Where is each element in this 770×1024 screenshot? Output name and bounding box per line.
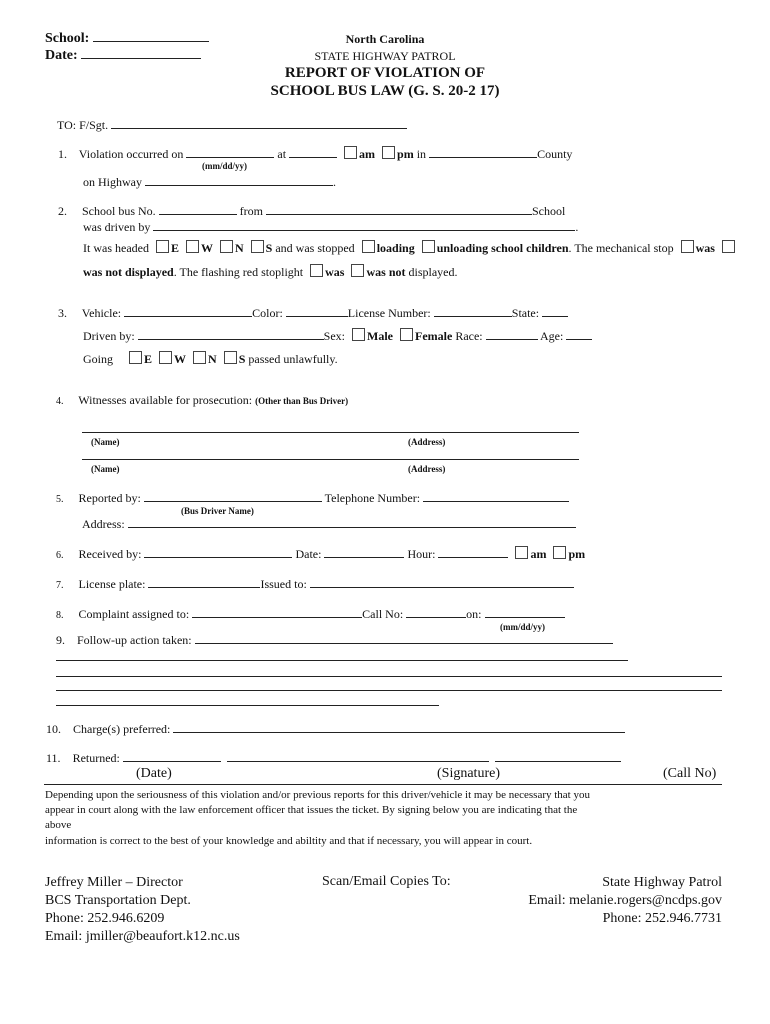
stoplight-row [83, 264, 458, 280]
color-label: Color: [252, 306, 283, 320]
school-label: School [532, 204, 566, 218]
west-label: W [174, 352, 187, 366]
signature-caption: (Signature) [437, 766, 500, 781]
received-by-label: Received by: [78, 547, 142, 561]
date-label: Date: [295, 547, 322, 561]
was-not-displayed-label: was not displayed [83, 265, 174, 279]
reported-by-label: Reported by: [78, 491, 141, 505]
footer-left [45, 874, 240, 946]
witnesses-label: Witnesses available for prosecution: [78, 393, 253, 407]
driven-by2-row [83, 328, 592, 344]
issued-to-label: Issued to: [260, 577, 307, 591]
going-label: Going [83, 352, 113, 366]
state-name: North Carolina [345, 32, 425, 46]
vehicle-input[interactable] [124, 305, 252, 317]
item-number: 1. [58, 147, 67, 161]
patrol-phone: Phone: 252.946.7731 [602, 911, 722, 926]
telephone-label: Telephone Number: [324, 491, 421, 505]
to-field[interactable] [57, 117, 407, 133]
patrol-name: State Highway Patrol [602, 875, 722, 890]
disclaimer-line3: above [45, 819, 72, 831]
was-label: was [695, 241, 715, 255]
mech-was-checkbox[interactable] [681, 240, 694, 253]
item-11-row [46, 750, 621, 766]
stoplight-was-checkbox[interactable] [310, 264, 323, 277]
unloading-label: unloading school children [436, 241, 569, 255]
pm-label: pm [397, 147, 414, 161]
item-number: 7. [56, 580, 64, 591]
item-5-row [56, 490, 569, 506]
sex-label: Sex: [323, 329, 345, 343]
pm-label: pm [568, 547, 586, 561]
item-6-row [56, 546, 585, 562]
highway-field[interactable] [83, 174, 336, 190]
loading-label: loading [376, 241, 415, 255]
headed-label: It was headed [83, 241, 149, 255]
item-number: 11. [46, 751, 61, 765]
state-input[interactable] [542, 305, 568, 317]
address-caption: (Address) [408, 437, 446, 447]
going-east-checkbox[interactable] [129, 351, 142, 364]
name-caption: (Name) [91, 437, 120, 447]
item-number: 6. [56, 550, 64, 561]
pm-checkbox[interactable] [382, 146, 395, 159]
followup-line-3[interactable] [56, 676, 722, 677]
age-label: Age: [539, 329, 564, 343]
followup-line-5[interactable] [56, 705, 439, 706]
item-number: 5. [56, 494, 64, 505]
reported-by-input[interactable] [144, 490, 322, 502]
north-label: N [208, 352, 217, 366]
item-number: 9. [56, 633, 65, 647]
violation-date-input[interactable] [186, 146, 274, 158]
item-10-row [46, 721, 625, 737]
followup-line-2[interactable] [56, 660, 628, 661]
witness-2-line[interactable] [82, 459, 579, 460]
race-label: Race: [455, 329, 483, 343]
patrol-email[interactable]: Email: melanie.rogers@ncdps.gov [528, 893, 722, 908]
race-input[interactable] [486, 328, 538, 340]
address-label: Address: [82, 517, 125, 531]
received-date-input[interactable] [324, 546, 404, 558]
returned-date-input[interactable] [123, 750, 221, 762]
going-north-checkbox[interactable] [193, 351, 206, 364]
county-input[interactable] [429, 146, 537, 158]
driven-by2-label: Driven by: [83, 329, 135, 343]
county-label: County [537, 147, 573, 161]
other-than-hint: (Other than Bus Driver) [255, 396, 349, 406]
south-label: S [265, 241, 273, 255]
hour-label: Hour: [407, 547, 436, 561]
vehicle-label: Vehicle: [81, 306, 122, 320]
agency-name: STATE HIGHWAY PATROL [314, 49, 456, 63]
call-no-label: Call No: [362, 607, 404, 621]
going-west-checkbox[interactable] [159, 351, 172, 364]
item-number: 8. [56, 610, 64, 621]
north-checkbox[interactable] [220, 240, 233, 253]
at-label: at [277, 147, 287, 161]
followup-line-4[interactable] [56, 690, 722, 691]
license-number-input[interactable] [434, 305, 512, 317]
am-checkbox[interactable] [344, 146, 357, 159]
followup-label: Follow-up action taken: [77, 633, 192, 647]
director-phone: Phone: 252.946.6209 [45, 911, 165, 926]
bus-no-label: School bus No. [82, 204, 156, 218]
in-label: in [416, 147, 427, 161]
east-checkbox[interactable] [156, 240, 169, 253]
complaint-input[interactable] [192, 606, 362, 618]
from-school-input[interactable] [266, 203, 532, 215]
stopped-label: and was stopped [275, 241, 355, 255]
school-label: School: [45, 31, 90, 46]
east-label: E [144, 352, 153, 366]
going-row [83, 351, 338, 367]
south-label: S [238, 352, 246, 366]
was-label: was [325, 265, 345, 279]
call-no-caption: (Call No) [663, 766, 717, 781]
bus-no-input[interactable] [159, 203, 237, 215]
driven-by-label: was driven by [83, 220, 151, 234]
bus-driver-name-caption: (Bus Driver Name) [181, 506, 254, 516]
on-date-input[interactable] [485, 606, 565, 618]
was-not-label: was not [366, 265, 406, 279]
am-checkbox[interactable] [515, 546, 528, 559]
item-3-row [58, 305, 568, 321]
south-checkbox[interactable] [251, 240, 264, 253]
to-label: TO: F/Sgt. [57, 118, 109, 132]
item-8-row [56, 606, 565, 622]
color-input[interactable] [286, 305, 348, 317]
director-email[interactable]: Email: jmiller@beaufort.k12.nc.us [45, 929, 240, 944]
driven-by-field[interactable] [83, 219, 578, 235]
disclaimer-line2: appear in court along with the law enforcement officer that issues the ticket. By signing below you are indicating that the [45, 804, 578, 816]
scan-email-label: Scan/Email Copies To: [322, 874, 451, 889]
name-caption: (Name) [91, 464, 120, 474]
on-label: on: [466, 607, 482, 621]
telephone-input[interactable] [423, 490, 569, 502]
date-caption: (Date) [136, 766, 172, 781]
license-plate-label: License plate: [78, 577, 146, 591]
stoplight-was-not-checkbox[interactable] [351, 264, 364, 277]
signature-input[interactable] [227, 750, 489, 762]
unloading-checkbox[interactable] [422, 240, 435, 253]
state-label: State: [511, 306, 540, 320]
department: BCS Transportation Dept. [45, 893, 191, 908]
item-9-row [56, 632, 613, 648]
mech-stop-label: . The mechanical stop [568, 241, 674, 255]
age-input[interactable] [566, 328, 592, 340]
going-south-checkbox[interactable] [224, 351, 237, 364]
disclaimer-line4: information is correct to the best of your knowledge and abiltity and that if necessary, you will appear in court. [45, 835, 533, 847]
mech-was-not-checkbox[interactable] [722, 240, 735, 253]
report-title-line1: REPORT OF VIOLATION OF [284, 65, 486, 81]
item-7-row [56, 576, 574, 592]
date-format-hint: (mm/dd/yy) [500, 622, 545, 632]
headed-row [83, 240, 737, 256]
am-label: am [530, 547, 547, 561]
pm-checkbox[interactable] [553, 546, 566, 559]
male-checkbox[interactable] [352, 328, 365, 341]
female-checkbox[interactable] [400, 328, 413, 341]
footer-right [528, 874, 722, 928]
violation-time-input[interactable] [289, 146, 337, 158]
period: . [575, 220, 579, 234]
disclaimer-line1: Depending upon the seriousness of this violation and/or previous reports for this driver/vehicle it may be necessary that you [45, 789, 590, 801]
flashing-label: . The flashing red stoplight [173, 265, 304, 279]
item-number: 2. [58, 204, 67, 218]
highway-label: on Highway [83, 175, 142, 189]
driver-name-input[interactable] [138, 328, 324, 340]
displayed-label: displayed. [408, 265, 458, 279]
passed-label: passed unlawfully. [248, 352, 338, 366]
violation-label: Violation occurred on [78, 147, 184, 161]
date-label: Date: [45, 48, 78, 63]
returned-label: Returned: [72, 751, 120, 765]
charges-label: Charge(s) preferred: [73, 722, 171, 736]
director-name: Jeffrey Miller – Director [45, 875, 183, 890]
address-caption: (Address) [408, 464, 446, 474]
am-label: am [359, 147, 376, 161]
witness-1-line[interactable] [82, 432, 579, 433]
report-title-line2: SCHOOL BUS LAW (G. S. 20-2 17) [270, 83, 500, 99]
north-label: N [235, 241, 244, 255]
issued-to-input[interactable] [310, 576, 574, 588]
item-1-row [58, 146, 572, 162]
item-number: 3. [58, 306, 67, 320]
returned-call-no-input[interactable] [495, 750, 621, 762]
followup-input[interactable] [195, 632, 613, 644]
male-label: Male [367, 329, 393, 343]
date-format-hint: (mm/dd/yy) [202, 161, 247, 171]
complaint-label: Complaint assigned to: [78, 607, 190, 621]
item-2-row [58, 203, 565, 219]
address-field[interactable] [82, 516, 576, 532]
west-checkbox[interactable] [186, 240, 199, 253]
item-number: 4. [56, 396, 64, 407]
divider [44, 784, 722, 785]
female-label: Female [415, 329, 453, 343]
west-label: W [201, 241, 213, 255]
item-number: 10. [46, 722, 61, 736]
east-label: E [170, 241, 179, 255]
license-number-label: License Number: [347, 306, 431, 320]
item-4-row [56, 393, 348, 408]
charges-input[interactable] [173, 721, 625, 733]
period: . [333, 175, 336, 189]
received-by-input[interactable] [144, 546, 292, 558]
from-label: from [239, 204, 263, 218]
license-plate-input[interactable] [148, 576, 260, 588]
call-no-input[interactable] [406, 606, 466, 618]
loading-checkbox[interactable] [362, 240, 375, 253]
hour-input[interactable] [438, 546, 508, 558]
